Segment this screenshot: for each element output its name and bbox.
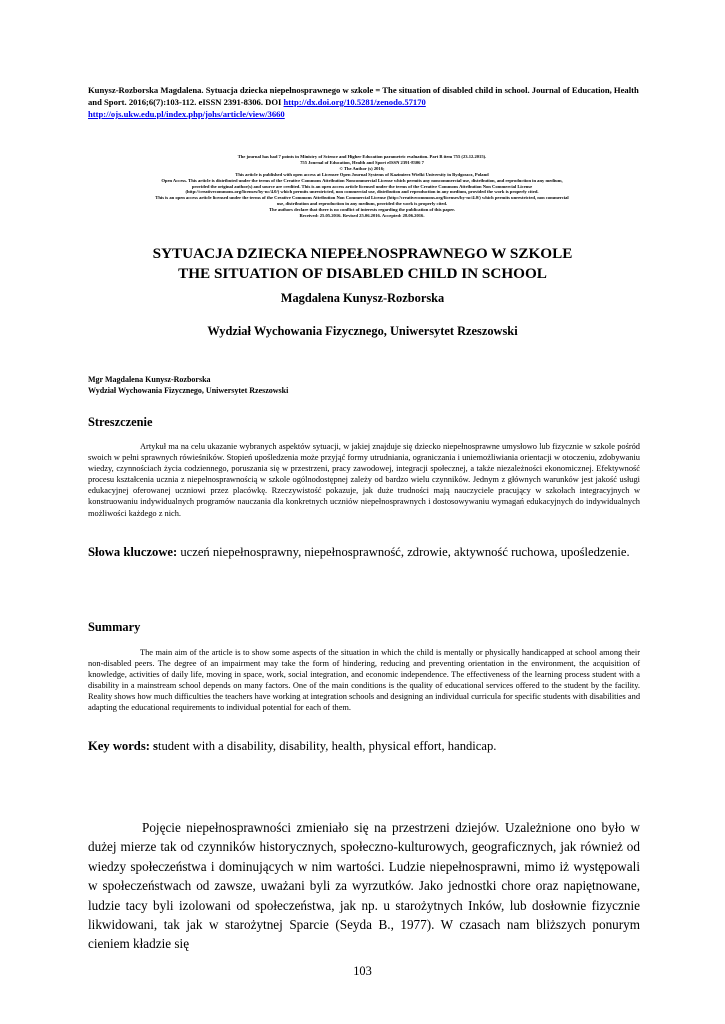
citation-block bbox=[88, 84, 644, 120]
abstract-pl bbox=[88, 441, 640, 519]
abstract-en-text: The main aim of the article is to show some aspects of the situation in which the child is mentally or physically handicapped at school among their non-disabled peers. The degree of an impairment may take the form of hindering, reducing and preventing orientation in the environment, the acquisition of knowledge, activities of daily life, moving in space, work, social integration, and economic independence. The effectiveness of the learning process student with a disability in a mainstream school depends on many factors. One of the main conditions is the quality of educational services offered to the student by the facility. Reality shows how much difficulties the teachers have working at integration schools and designing an individual curricula for specific students with disabilities and adapting the educational requirements to individual potential for each of them. bbox=[88, 648, 641, 713]
meta-line: 755 Journal of Education, Health and Sport eISSN 2391-8306 7 bbox=[300, 159, 424, 165]
meta-line: Open Access. This article is distributed under the terms of the Creative Commons Attribution Noncommercial License which permits any noncommercial use, distribution, and reproduction in any medium, bbox=[161, 177, 563, 183]
journal-metadata bbox=[82, 154, 642, 219]
abstract-pl-text: Artykuł ma na celu ukazanie wybranych aspektów sytuacji, w jakiej znajduje się dziecko niepełnosprawne umysłowo lub fizycznie w szkole pośród swoich w pełni sprawnych rówieśników. Stopień upośledzenia może przyjąć formy utrudniania, ograniczania i uniemożliwiania orientacji w otoczeniu, zdobywaniu wiedzy, czynnościach życia codziennego, poruszania się w przestrzeni, pracy zawodowej, integracji społecznej, a także niezależności ekonomicznej. Efektywność procesu kształcenia ucznia z niepełnosprawnością w szkole ogólnodostępnej zależy od bardzo wielu czynników. Jednym z głównych warunków jest jakość usługi edukacyjnej oferowanej uczniowi przez placówkę. Rzeczywistość pokazuje, jak duże trudności mają nauczyciele pracujący w szkołach integracyjnych w konstruowaniu indywidualnych programów nauczania dla konkretnych uczniów niepełnosprawnych i dostosowywaniu wymagań edukacyjnych do indywidualnych możliwości każdego z nich. bbox=[88, 442, 640, 518]
correspondence-name: Mgr Magdalena Kunysz-Rozborska bbox=[88, 375, 211, 384]
abstract-en bbox=[88, 647, 640, 714]
article-url-link[interactable]: http://ojs.ukw.edu.pl/index.php/johs/article/view/3660 bbox=[88, 109, 285, 119]
keywords-pl-text: uczeń niepełnosprawny, niepełnosprawność, zdrowie, aktywność ruchowa, upośledzenie. bbox=[177, 545, 630, 559]
keywords-pl bbox=[88, 544, 640, 561]
meta-line: use, distribution and reproduction in any medium, provided the work is properly cited. bbox=[276, 201, 448, 207]
article-title bbox=[90, 244, 635, 284]
abstract-en-heading: Summary bbox=[88, 620, 141, 634]
body-paragraph-text: Pojęcie niepełnosprawności zmieniało się na przestrzeni dziejów. Uzależnione ono było w dużej mierze tak od czynników historycznych, społeczno-kulturowych, geograficznych, jak również od wiedzy społeczeństwa i dominujących w nim wartości. Ludzie niepełnosprawni, mimo iż występowali w społeczeństwach od zawsze, uważani byli za wyrzutków. Jako jednostki chore oraz napiętnowane, ludzie tacy byli izolowani od społeczeństwa, jak np. u starożytnych Inków, lub dosłownie fizycznie likwidowani, tak jak w starożytnej Sparcie (Seyda B., 1977). W czasach nam bliższych ponurym cieniem kładzie się bbox=[88, 820, 640, 952]
keywords-pl-label: Słowa kluczowe: bbox=[88, 545, 178, 559]
meta-line: provided the original author(s) and source are credited. This is an open access article licensed under the terms of the Creative Commons Attribution Non Commercial License bbox=[191, 183, 533, 189]
correspondence-unit: Wydział Wychowania Fizycznego, Uniwersytet Rzeszowski bbox=[88, 386, 289, 395]
correspondence-block bbox=[88, 374, 588, 396]
author-affiliation: Wydział Wychowania Fizycznego, Uniwersytet Rzeszowski bbox=[207, 324, 518, 338]
abstract-pl-heading: Streszczenie bbox=[88, 415, 153, 429]
title-polish: SYTUACJA DZIECKA NIEPEŁNOSPRAWNEGO W SZKOLE bbox=[152, 245, 573, 262]
meta-line: This article is published with open access at Licensee Open Journal Systems of Kazimierz Wielki University in Bydgoszcz, Poland bbox=[235, 171, 489, 177]
meta-line: © The Author (s) 2016; bbox=[339, 165, 385, 171]
author-name: Magdalena Kunysz-Rozborska bbox=[280, 291, 445, 305]
meta-line: This is an open access article licensed under the terms of the Creative Commons Attribution Non Commercial License (http://creativecommons.org/licenses/by-nc/4.0/) which permits unrestricted, non commercial bbox=[155, 195, 569, 201]
page-number: 103 bbox=[353, 964, 372, 978]
keywords-en bbox=[88, 738, 640, 755]
meta-line: (http://creativecommons.org/licenses/by-nc/4.0/) which permits unrestricted, non commercial use, distribution and reproduction in any medium, provided the work is properly cited. bbox=[185, 189, 539, 195]
doi-link[interactable]: http://dx.doi.org/10.5281/zenodo.57170 bbox=[283, 97, 426, 107]
meta-line: The authors declare that there is no conflict of interests regarding the publication of this paper. bbox=[269, 207, 455, 213]
title-english: THE SITUATION OF DISABLED CHILD IN SCHOOL bbox=[178, 265, 547, 282]
meta-line: Received: 25.05.2016. Revised 25.06.2016. Accepted: 28.06.2016. bbox=[299, 213, 425, 219]
body-paragraph bbox=[88, 818, 640, 954]
keywords-en-text: tudent with a disability, disability, health, physical effort, handicap. bbox=[157, 739, 497, 753]
keywords-en-label: Key words: s bbox=[88, 739, 158, 753]
meta-line: The journal has had 7 points in Ministry of Science and Higher Education parametric evaluation. Part B item 755 (23.12.2015). bbox=[237, 154, 487, 159]
citation-text: Kunysz-Rozborska Magdalena. Sytuacja dziecka niepełnosprawnego w szkole = The situation of disabled child in school. Journal of Education, Health and Sport. 2016;6(7):103-112. eISSN 2391-8306. DOI bbox=[88, 85, 639, 107]
